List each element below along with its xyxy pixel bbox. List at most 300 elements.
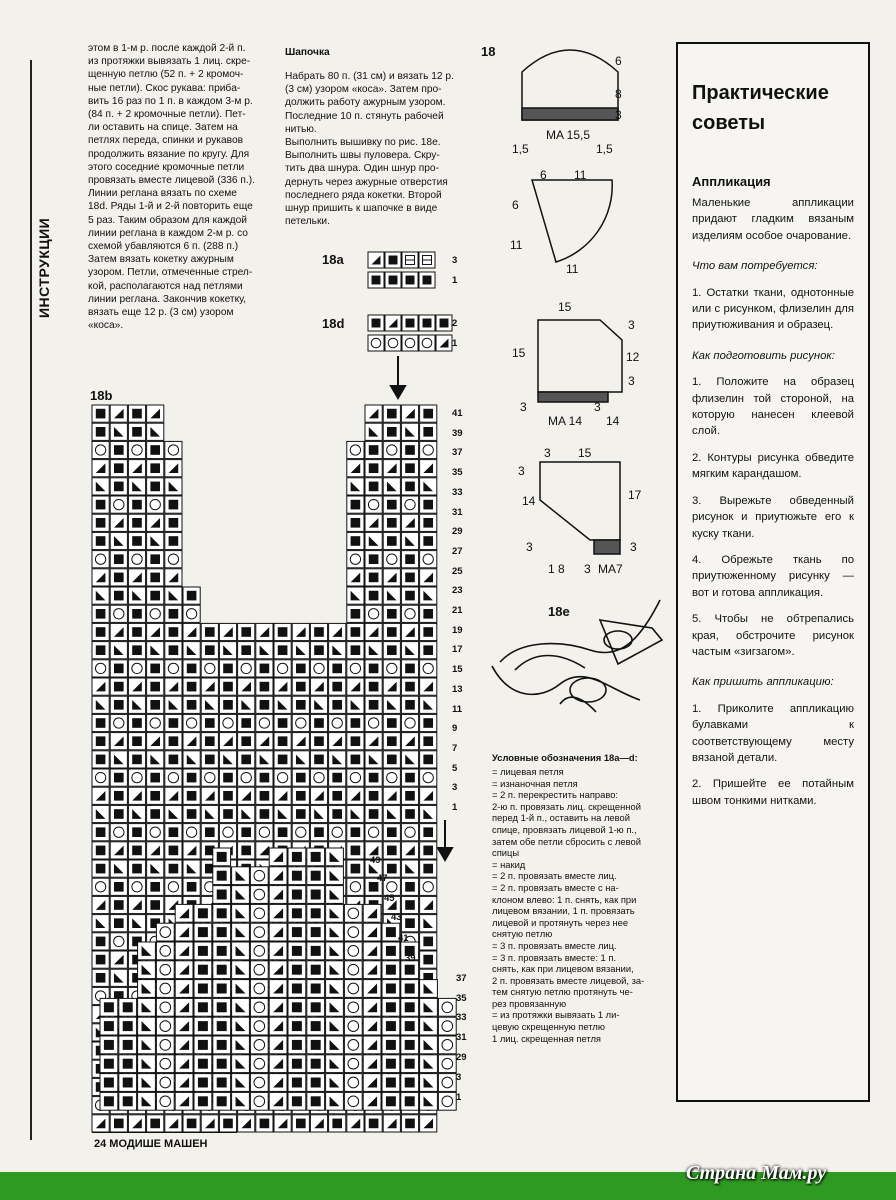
chart-cell [110,532,127,549]
chart-cell [310,769,327,786]
legend-item: = изнаночная петля [492,777,578,789]
chart-cell [128,915,145,932]
row-number: 49 [370,855,381,866]
chart-cell [347,769,364,786]
chart-cell [383,842,400,859]
legend-item: лицевом вязании, 1 п. провязать [492,905,635,917]
chart-cell [100,1055,118,1073]
legend-item: = лицевая петля [492,766,564,777]
chart-cell [347,660,364,677]
chart-cell [128,405,145,422]
row-number: 45 [384,893,395,904]
chart-cell [147,532,164,549]
chart-cell [307,923,325,941]
text-line: шнур пришить к шапочке в виде [285,203,438,215]
chart-cell [344,1074,362,1092]
chart-cell [420,1055,438,1073]
sidebar-step: 1. Положите на образец флизелин той стороной, на которую нанесен клеевой слой. [692,376,854,438]
schematic-measure: 11 [510,238,523,252]
chart-cell [344,1055,362,1073]
chart-cell [288,1074,306,1092]
chart-cell [219,642,236,659]
chart-cell [383,623,400,640]
chart-cell [183,842,200,859]
legend-item: 2 п. провязать вместе лицевой, за- [492,974,645,986]
chart-cell [128,460,145,477]
chart-cell [347,714,364,731]
chart-cell [288,1017,306,1035]
chart-cell [100,1017,118,1035]
sidebar-question-2: Как подготовить рисунок: [692,349,835,362]
chart-cell [92,696,109,713]
chart-cell [269,904,287,922]
chart-cell [365,496,382,513]
chart-cell [344,980,362,998]
chart-cell [119,1092,137,1110]
chart-cell [92,915,109,932]
chart-cell [329,714,346,731]
chart-cell [347,642,364,659]
chart-cell [147,842,164,859]
chart-cell [310,824,327,841]
chart-cell [326,886,344,904]
row-number: 3 [452,255,458,266]
chart-cell [420,842,437,859]
row-number: 27 [452,545,463,557]
chart-cell [156,1092,174,1110]
chart-cell [329,696,346,713]
chart-cell [110,569,127,586]
schematic-measure: 15 [578,446,592,460]
chart-cell [402,272,418,288]
text-line: нитью. [285,123,317,135]
chart-cell [238,696,255,713]
chart-cell [147,642,164,659]
chart-cell [420,514,437,531]
text-line: из протяжки вывязать 1 лиц. скре- [88,56,251,68]
chart-cell [420,405,437,422]
chart-cell [310,696,327,713]
text-line: 18d. Ряды 1-й и 2-й повторить еще [88,201,253,213]
chart-cell [213,1092,231,1110]
chart-cell [307,904,325,922]
chart-cell [274,824,291,841]
chart-cell [420,751,437,768]
chart-cell [365,514,382,531]
chart-cell [138,1036,156,1054]
legend-item: = 2 п. провязать вместе лиц. [492,870,617,882]
chart-cell [232,904,250,922]
chart-cell [310,623,327,640]
chart-cell [401,478,418,495]
chart-cell [110,678,127,695]
chart-cell [310,642,327,659]
chart-cell [183,805,200,822]
chart-cell [232,942,250,960]
chart-cell [365,696,382,713]
chart-cell [365,405,382,422]
chart-cell [347,605,364,622]
chart-cell [288,942,306,960]
chart-cell [128,696,145,713]
chart-cell [232,867,250,885]
chart-cell [147,733,164,750]
chart-cell [175,1055,193,1073]
chart-cell [194,942,212,960]
chart-cell [329,787,346,804]
chart-cell [383,478,400,495]
chart-cell [175,904,193,922]
chart-cell [383,678,400,695]
chart-cell [347,787,364,804]
chart-cell [401,805,418,822]
row-number: 33 [452,486,463,498]
sidebar-step: 2. Пришейте ее потайным швом тонкими нитками. [692,778,854,807]
chart-cell [165,842,182,859]
chart-cell [156,998,174,1016]
chart-cell [274,642,291,659]
chart-cell [183,696,200,713]
chart-cell [175,1036,193,1054]
chart-cell [128,842,145,859]
chart-cell [310,678,327,695]
chart-cell [165,441,182,458]
chart-cell [292,805,309,822]
chart-cell [238,660,255,677]
row-number: 43 [391,912,402,923]
legend-item: тем снятую петлю протянуть че- [492,986,633,998]
chart-cell [110,696,127,713]
chart-cell [363,923,381,941]
text-line: петельки. [285,216,330,228]
chart-cell [194,904,212,922]
chart-cell [250,867,268,885]
chart-cell [110,842,127,859]
row-number: 21 [452,605,463,616]
chart-cell [250,1092,268,1110]
legend-item: = накид [492,858,526,870]
chart-cell [383,441,400,458]
chart-cell [165,478,182,495]
chart-cell [438,1092,456,1110]
sidebar-step: 1. Остатки ткани, однотонные или с рисунком, флизелин для приутюживания и образец. [692,286,854,332]
text-line: (3 см) узором «коса». Затем про- [285,84,442,96]
chart-cell [110,478,127,495]
chart-cell [128,551,145,568]
chart-cell [436,335,452,351]
chart-cell [269,980,287,998]
chart-cell [347,532,364,549]
chart-cell [119,998,137,1016]
chart-cell [347,587,364,604]
chart-cell [344,942,362,960]
chart-cell [363,942,381,960]
chart-cell [382,998,400,1016]
chart-cell [347,696,364,713]
chart-cell [310,787,327,804]
chart-cell [110,587,127,604]
chart-cell [329,769,346,786]
chart-cell [219,805,236,822]
chart-cell [92,551,109,568]
chart-cell [420,551,437,568]
chart-cell [292,714,309,731]
chart-cell [383,405,400,422]
chart-cell [147,878,164,895]
text-line: продолжить вязание по кругу. Для [88,148,250,160]
chart-cell [347,623,364,640]
chart-cell [368,272,384,288]
row-number: 1 [452,802,458,813]
chart-cell [110,969,127,986]
chart-cell [147,623,164,640]
chart-cell [401,1074,419,1092]
chart-cell [256,805,273,822]
chart-cell [292,642,309,659]
chart-cell [401,1115,418,1132]
arrow-18d [391,356,405,398]
chart-cell [128,751,145,768]
chart-cell [420,460,437,477]
text-line: Выполнить вышивку по рис. 18е. [285,137,441,149]
chart-cell [363,1036,381,1054]
chart-cell [201,824,218,841]
chart-cell [128,642,145,659]
chart-cell [238,787,255,804]
chart-cell [365,751,382,768]
chart-cell [310,805,327,822]
chart-cell [347,733,364,750]
chart-cell [274,769,291,786]
chart-cell [420,441,437,458]
chart-cell [401,1092,419,1110]
chart-cell [347,824,364,841]
chart-cell [347,860,364,877]
schematic-measure: 17 [628,488,642,502]
chart-cell [292,678,309,695]
chart-cell [119,1017,137,1035]
chart-cell [274,787,291,804]
chart-cell [110,878,127,895]
schematic-measure: 12 [626,350,640,364]
chart-cell [401,660,418,677]
chart-cell [307,980,325,998]
chart-cell [194,1074,212,1092]
chart-cell [250,886,268,904]
chart-cell [119,1074,137,1092]
chart-cell [165,623,182,640]
chart-cell [100,1074,118,1092]
chart-cell [401,733,418,750]
legend-item: спицы [492,847,520,859]
chart-cell [238,714,255,731]
chart-cell [383,587,400,604]
chart-cell [438,1036,456,1054]
chart-cell [250,904,268,922]
chart-cell [401,460,418,477]
chart-cell [100,1036,118,1054]
chart-cell [201,696,218,713]
chart-cell [92,824,109,841]
chart-cell [365,605,382,622]
chart-cell [401,860,418,877]
row-number: 13 [452,683,463,695]
chart-cell [156,1036,174,1054]
chart-cell [165,733,182,750]
chart-cell [401,1055,419,1073]
text-line: Линии реглана вязать по схеме [88,188,237,200]
text-line: вязать еще 12 р. (3 см) узором [88,307,234,319]
chart-cell [401,623,418,640]
chart-cell [156,1017,174,1035]
chart-cell [347,678,364,695]
sidebar-step: 5. Чтобы не обтрепались края, обстрочите рисунок частым «зигзагом». [692,613,854,658]
chart-cell [420,1074,438,1092]
chart-cell [420,787,437,804]
chart-cell [147,696,164,713]
chart-cell [382,942,400,960]
chart-cell [420,532,437,549]
chart-cell [165,460,182,477]
chart-cell [256,824,273,841]
chart-cell [232,1074,250,1092]
chart-cell [383,423,400,440]
chart-cell [201,805,218,822]
chart-cell [310,1115,327,1132]
chart-cell [165,660,182,677]
chart-cell [110,660,127,677]
chart-cell [219,787,236,804]
chart-cell [419,335,435,351]
chart-cell [175,923,193,941]
chart-cell [128,714,145,731]
chart-cell [363,904,381,922]
chart-cell [110,860,127,877]
chart-cell [194,1036,212,1054]
chart-cell [383,1115,400,1132]
text-line: Последние 10 п. стянуть рабочей [285,110,444,122]
footer-rule [92,1132,237,1133]
chart-cell [165,696,182,713]
legend-item: = из протяжки вывязать 1 ли- [492,1009,620,1021]
chart-cell [365,460,382,477]
chart-cell [147,678,164,695]
chart-cell [128,824,145,841]
chart-cell [92,860,109,877]
chart-cell [232,923,250,941]
chart-cell [194,961,212,979]
row-number: 11 [452,703,463,715]
chart-cell [438,1055,456,1073]
chart-cell [292,623,309,640]
chart-cell [383,605,400,622]
chart-cell [110,714,127,731]
chart-cell [310,660,327,677]
chart-label-18: 18 [481,44,496,59]
chart-cell [274,623,291,640]
chart-cell [165,496,182,513]
chart-cell [383,496,400,513]
chart-cell [269,923,287,941]
row-number: 39 [405,953,416,964]
chart-cell [401,642,418,659]
chart-cell [128,787,145,804]
chart-cell [201,623,218,640]
row-number: 29 [456,1052,467,1063]
chart-cell [147,896,164,913]
text-line: 5 раз. Таким образом для каждой [88,214,247,226]
chart-cell [110,460,127,477]
chart-cell [365,805,382,822]
chart-cell [238,751,255,768]
chart-cell [329,733,346,750]
chart-label-18e: 18e [548,604,570,619]
chart-cell [310,751,327,768]
chart-18d [368,315,452,351]
chart-cell [402,252,418,268]
chart-cell [256,660,273,677]
chart-cell [238,623,255,640]
chart-cell [165,787,182,804]
chart-cell [347,514,364,531]
row-number: 7 [452,742,458,754]
chart-cell [420,769,437,786]
chart-cell [274,696,291,713]
chart-cell [147,514,164,531]
chart-cell [100,998,118,1016]
chart-cell [92,1115,109,1132]
chart-cell [420,915,437,932]
chart-cell [110,551,127,568]
chart-cell [274,1115,291,1132]
chart-cell [256,714,273,731]
chart-cell [110,514,127,531]
chart-cell [175,942,193,960]
chart-cell [213,980,231,998]
chart-cell [183,860,200,877]
chart-cell [250,1074,268,1092]
row-number: 23 [452,585,463,597]
chart-cell [128,769,145,786]
chart-cell [175,1017,193,1035]
chart-cell [383,714,400,731]
chart-cell [326,980,344,998]
chart-cell [326,1055,344,1073]
legend-item: = 3 п. провязать вместе лиц. [492,939,617,951]
chart-cell [201,714,218,731]
hat-heading: Шапочка [285,47,330,58]
chart-cell [175,961,193,979]
chart-cell [420,878,437,895]
text-line: (84 п. + 2 кромочные петли). Пет- [88,109,246,121]
chart-cell [128,605,145,622]
legend-item: рез провязанную [492,997,567,1009]
chart-cell [238,678,255,695]
schematic-measure: 6 [615,54,622,68]
chart-cell [232,1017,250,1035]
chart-cell [92,405,109,422]
chart-cell [401,496,418,513]
chart-cell [213,848,231,866]
text-line: схемой убавляются 6 п. (288 п.) [88,241,239,253]
chart-cell [128,678,145,695]
chart-cell [147,1115,164,1132]
chart-cell [232,961,250,979]
chart-cell [183,678,200,695]
schematic-measure: 1 [548,562,555,576]
chart-cell [138,961,156,979]
row-number: 1 [452,275,458,286]
